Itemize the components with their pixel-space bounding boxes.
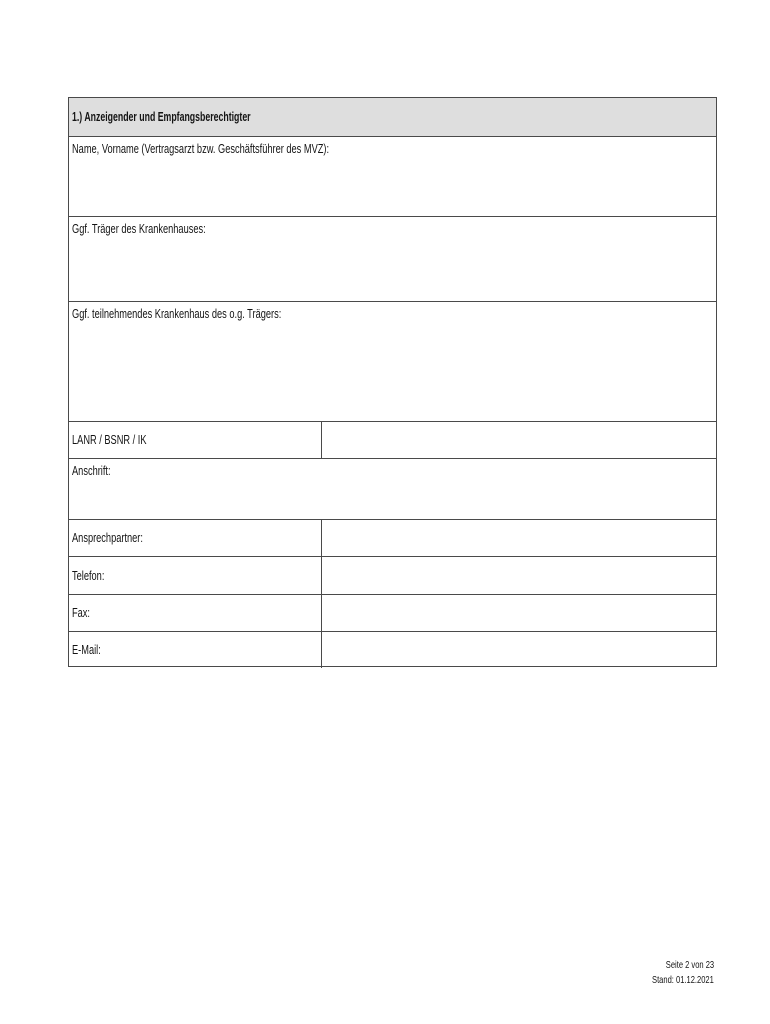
field-label-cell-fax <box>69 595 322 631</box>
field-row-contact-person <box>69 519 716 556</box>
field-row-address <box>69 458 716 519</box>
field-input-contact-person[interactable] <box>322 520 716 556</box>
field-row-participating-hospital <box>69 301 716 421</box>
field-label-address: Anschrift: <box>72 464 111 478</box>
field-input-name[interactable] <box>69 159 716 216</box>
form-section-table <box>68 97 717 667</box>
field-row-name <box>69 136 716 216</box>
field-input-address[interactable] <box>69 481 716 519</box>
field-input-email[interactable] <box>322 632 716 668</box>
field-input-fax[interactable] <box>322 595 716 631</box>
field-label-contact-person: Ansprechpartner: <box>72 531 143 545</box>
field-input-hospital-operator[interactable] <box>69 239 716 301</box>
field-label-email: E-Mail: <box>72 643 101 657</box>
field-label-name: Name, Vorname (Vertragsarzt bzw. Geschäftsführer des MVZ): <box>72 142 330 156</box>
field-label-cell-phone <box>69 557 322 594</box>
field-row-phone <box>69 556 716 594</box>
revision-date: Stand: 01.12.2021 <box>652 974 714 986</box>
field-label-cell-contact-person <box>69 520 322 556</box>
field-input-phone[interactable] <box>322 557 716 594</box>
field-input-participating-hospital[interactable] <box>69 324 716 421</box>
field-label-cell-email <box>69 632 322 668</box>
section-title: 1.) Anzeigender und Empfangsberechtigter <box>72 110 251 124</box>
field-row-email <box>69 631 716 668</box>
field-label-hospital-operator: Ggf. Träger des Krankenhauses: <box>72 222 206 236</box>
field-label-cell-lanr-bsnr-ik <box>69 422 322 458</box>
page-number: Seite 2 von 23 <box>665 959 714 971</box>
field-row-fax <box>69 594 716 631</box>
field-label-phone: Telefon: <box>72 568 105 583</box>
page-footer <box>628 955 714 985</box>
field-row-hospital-operator <box>69 216 716 301</box>
field-label-lanr-bsnr-ik: LANR / BSNR / IK <box>72 433 147 447</box>
field-row-lanr-bsnr-ik <box>69 421 716 458</box>
field-input-lanr-bsnr-ik[interactable] <box>322 422 716 458</box>
section-header <box>69 98 716 136</box>
field-label-fax: Fax: <box>72 606 90 620</box>
field-label-participating-hospital: Ggf. teilnehmendes Krankenhaus des o.g. Trägers: <box>72 307 282 321</box>
